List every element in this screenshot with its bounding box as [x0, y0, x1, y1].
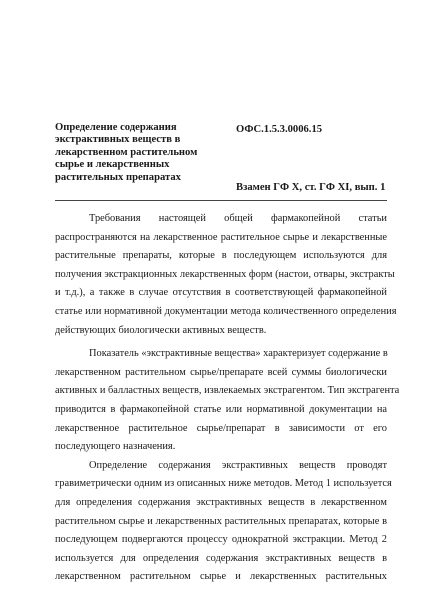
- text-line: Требования настоящей общей фармакопейной статьи: [89, 213, 387, 224]
- section-title-line: Определение содержания: [55, 122, 177, 133]
- text-line: приводится в фармакопейной статье или нормативной документации на: [55, 403, 387, 415]
- section-title-line: сырье и лекарственных: [55, 159, 170, 171]
- text-line: используется для определения содержания экстрактивных веществ в: [55, 552, 387, 564]
- text-line: лекарственном растительном сырье/препарате всей суммы биологически: [55, 366, 387, 378]
- paragraph-scope: [55, 210, 397, 340]
- paragraph-methods: [55, 457, 392, 587]
- text-line: растительные препараты, которые в последующем используются для: [55, 250, 387, 262]
- replaces-note: Взамен ГФ X, ст. ГФ XI, вып. 1: [236, 182, 386, 193]
- text-line: распространяются на лекарственное растительное сырье и лекарственные: [55, 231, 387, 243]
- text-line: последующем подвергаются процессу однократной экстракции. Метод 2: [55, 534, 387, 546]
- text-line: и т.д.), а также в случае отсутствия в соответствующей фармакопейной: [55, 287, 387, 299]
- text-line: лекарственное растительное сырье/препарат в зависимости от его: [55, 422, 387, 434]
- text-line: растительном сырье и лекарственных растительных препаратах, которые в: [55, 515, 387, 527]
- text-line: получения экстракционных лекарственных форм (настои, отвары, экстракты: [55, 268, 395, 280]
- section-title-line: растительных препаратах: [55, 171, 181, 183]
- text-line: последующего назначения.: [55, 441, 176, 453]
- text-line: гравиметрически одним из описанных ниже методов. Метод 1 используется: [55, 478, 392, 490]
- section-title: [55, 122, 225, 184]
- paragraph-definition: [55, 345, 400, 457]
- text-line: лекарственном растительном сырье и лекарственных растительных: [55, 571, 387, 583]
- section-title-line: экстрактивных веществ в: [55, 134, 181, 146]
- text-line: для определения содержания экстрактивных веществ в лекарственном: [55, 496, 387, 508]
- text-line: статье или нормативной документации метода количественного определения: [55, 305, 397, 317]
- text-line: Показатель «экстрактивные вещества» характеризует содержание в: [89, 348, 388, 360]
- text-line: действующих биологически активных веществ.: [55, 324, 267, 336]
- document-code: ОФС.1.5.3.0006.15: [236, 124, 323, 135]
- header-divider: [55, 200, 387, 201]
- section-title-line: лекарственном растительном: [55, 146, 198, 158]
- body-text: [55, 210, 400, 587]
- text-line: Определение содержания экстрактивных веществ проводят: [89, 459, 387, 471]
- text-line: активных и балластных веществ, извлекаемых экстрагентом. Тип экстрагента: [55, 385, 400, 397]
